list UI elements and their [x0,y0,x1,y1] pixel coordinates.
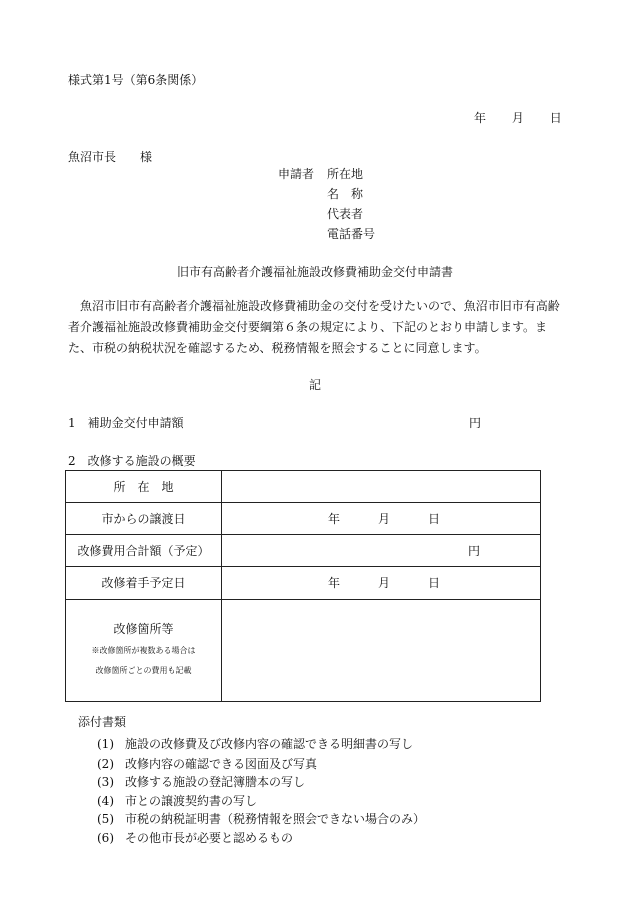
list-item: (3) 改修する施設の登記簿謄本の写し [97,775,306,789]
subsidy-amount-unit: 円 [469,416,482,430]
applicant-name-label: 名 称 [327,187,364,201]
cost-total-label: 改修費用合計額（予定） [66,535,222,567]
location-field[interactable] [222,471,541,503]
date-day-label: 日 [549,111,562,125]
repair-note-line2: 改修箇所ごとの費用も記載 [95,665,192,675]
list-item: (1) 施設の改修費及び改修内容の確認できる明細書の写し [97,737,414,751]
facility-overview-label: 2 改修する施設の概要 [68,454,196,468]
start-date-label: 改修着手予定日 [66,567,222,599]
transfer-date-label: 市からの譲渡日 [66,503,222,535]
transfer-day-label: 日 [428,512,441,527]
repair-places-label: 改修箇所等 [113,621,174,636]
addressee: 魚沼市長 様 [68,150,153,164]
ki-heading: 記 [308,378,321,392]
list-item: (4) 市との譲渡契約書の写し [97,794,258,808]
start-day-label: 日 [428,576,441,591]
transfer-year-label: 年 [327,512,340,527]
repair-places-cell [66,599,222,702]
applicant-phone-label: 電話番号 [327,227,376,241]
transfer-date-field[interactable] [222,503,541,535]
repair-places-field[interactable] [222,599,541,702]
application-date [474,111,562,125]
start-year-label: 年 [327,576,340,591]
applicant-representative-label: 代表者 [327,207,364,221]
transfer-month-label: 月 [377,512,390,527]
location-label: 所 在 地 [66,471,222,503]
date-year-label: 年 [474,111,487,125]
repair-note-line1: ※改修箇所が複数ある場合は [91,645,196,655]
cost-total-unit: 円 [467,544,480,559]
table-row [66,599,541,702]
application-statement: 魚沼市旧市有高齢者介護福祉施設改修費補助金の交付を受けたいので、魚沼市旧市有高齢者介護福祉施設改修費補助金交付要綱第６条の規定により、下記のとおり申請します。また、市税の納税状況を確認するため、税務情報を照会することに同意します。 [68,299,560,355]
document-title: 旧市有高齢者介護福祉施設改修費補助金交付申請書 [176,265,453,279]
subsidy-amount-label: 1 補助金交付申請額 [68,416,184,430]
date-month-label: 月 [511,111,524,125]
applicant-label: 申請者 [278,167,315,181]
table-row [66,567,541,599]
list-item: (5) 市税の納税証明書（税務情報を照会できない場合のみ） [97,812,426,826]
applicant-address-label: 所在地 [327,167,364,181]
list-item: (2) 改修内容の確認できる図面及び写真 [97,757,318,771]
start-date-field[interactable] [222,567,541,599]
repair-places-note [66,641,221,681]
table-row [66,535,541,567]
form-number: 様式第1号（第6条関係） [68,73,204,87]
cost-total-field[interactable] [222,535,541,567]
table-row [66,471,541,503]
start-month-label: 月 [377,576,390,591]
attachments-heading: 添付書類 [78,715,127,729]
list-item: (6) その他市長が必要と認めるもの [97,831,294,845]
facility-overview-table [65,470,541,702]
table-row [66,503,541,535]
